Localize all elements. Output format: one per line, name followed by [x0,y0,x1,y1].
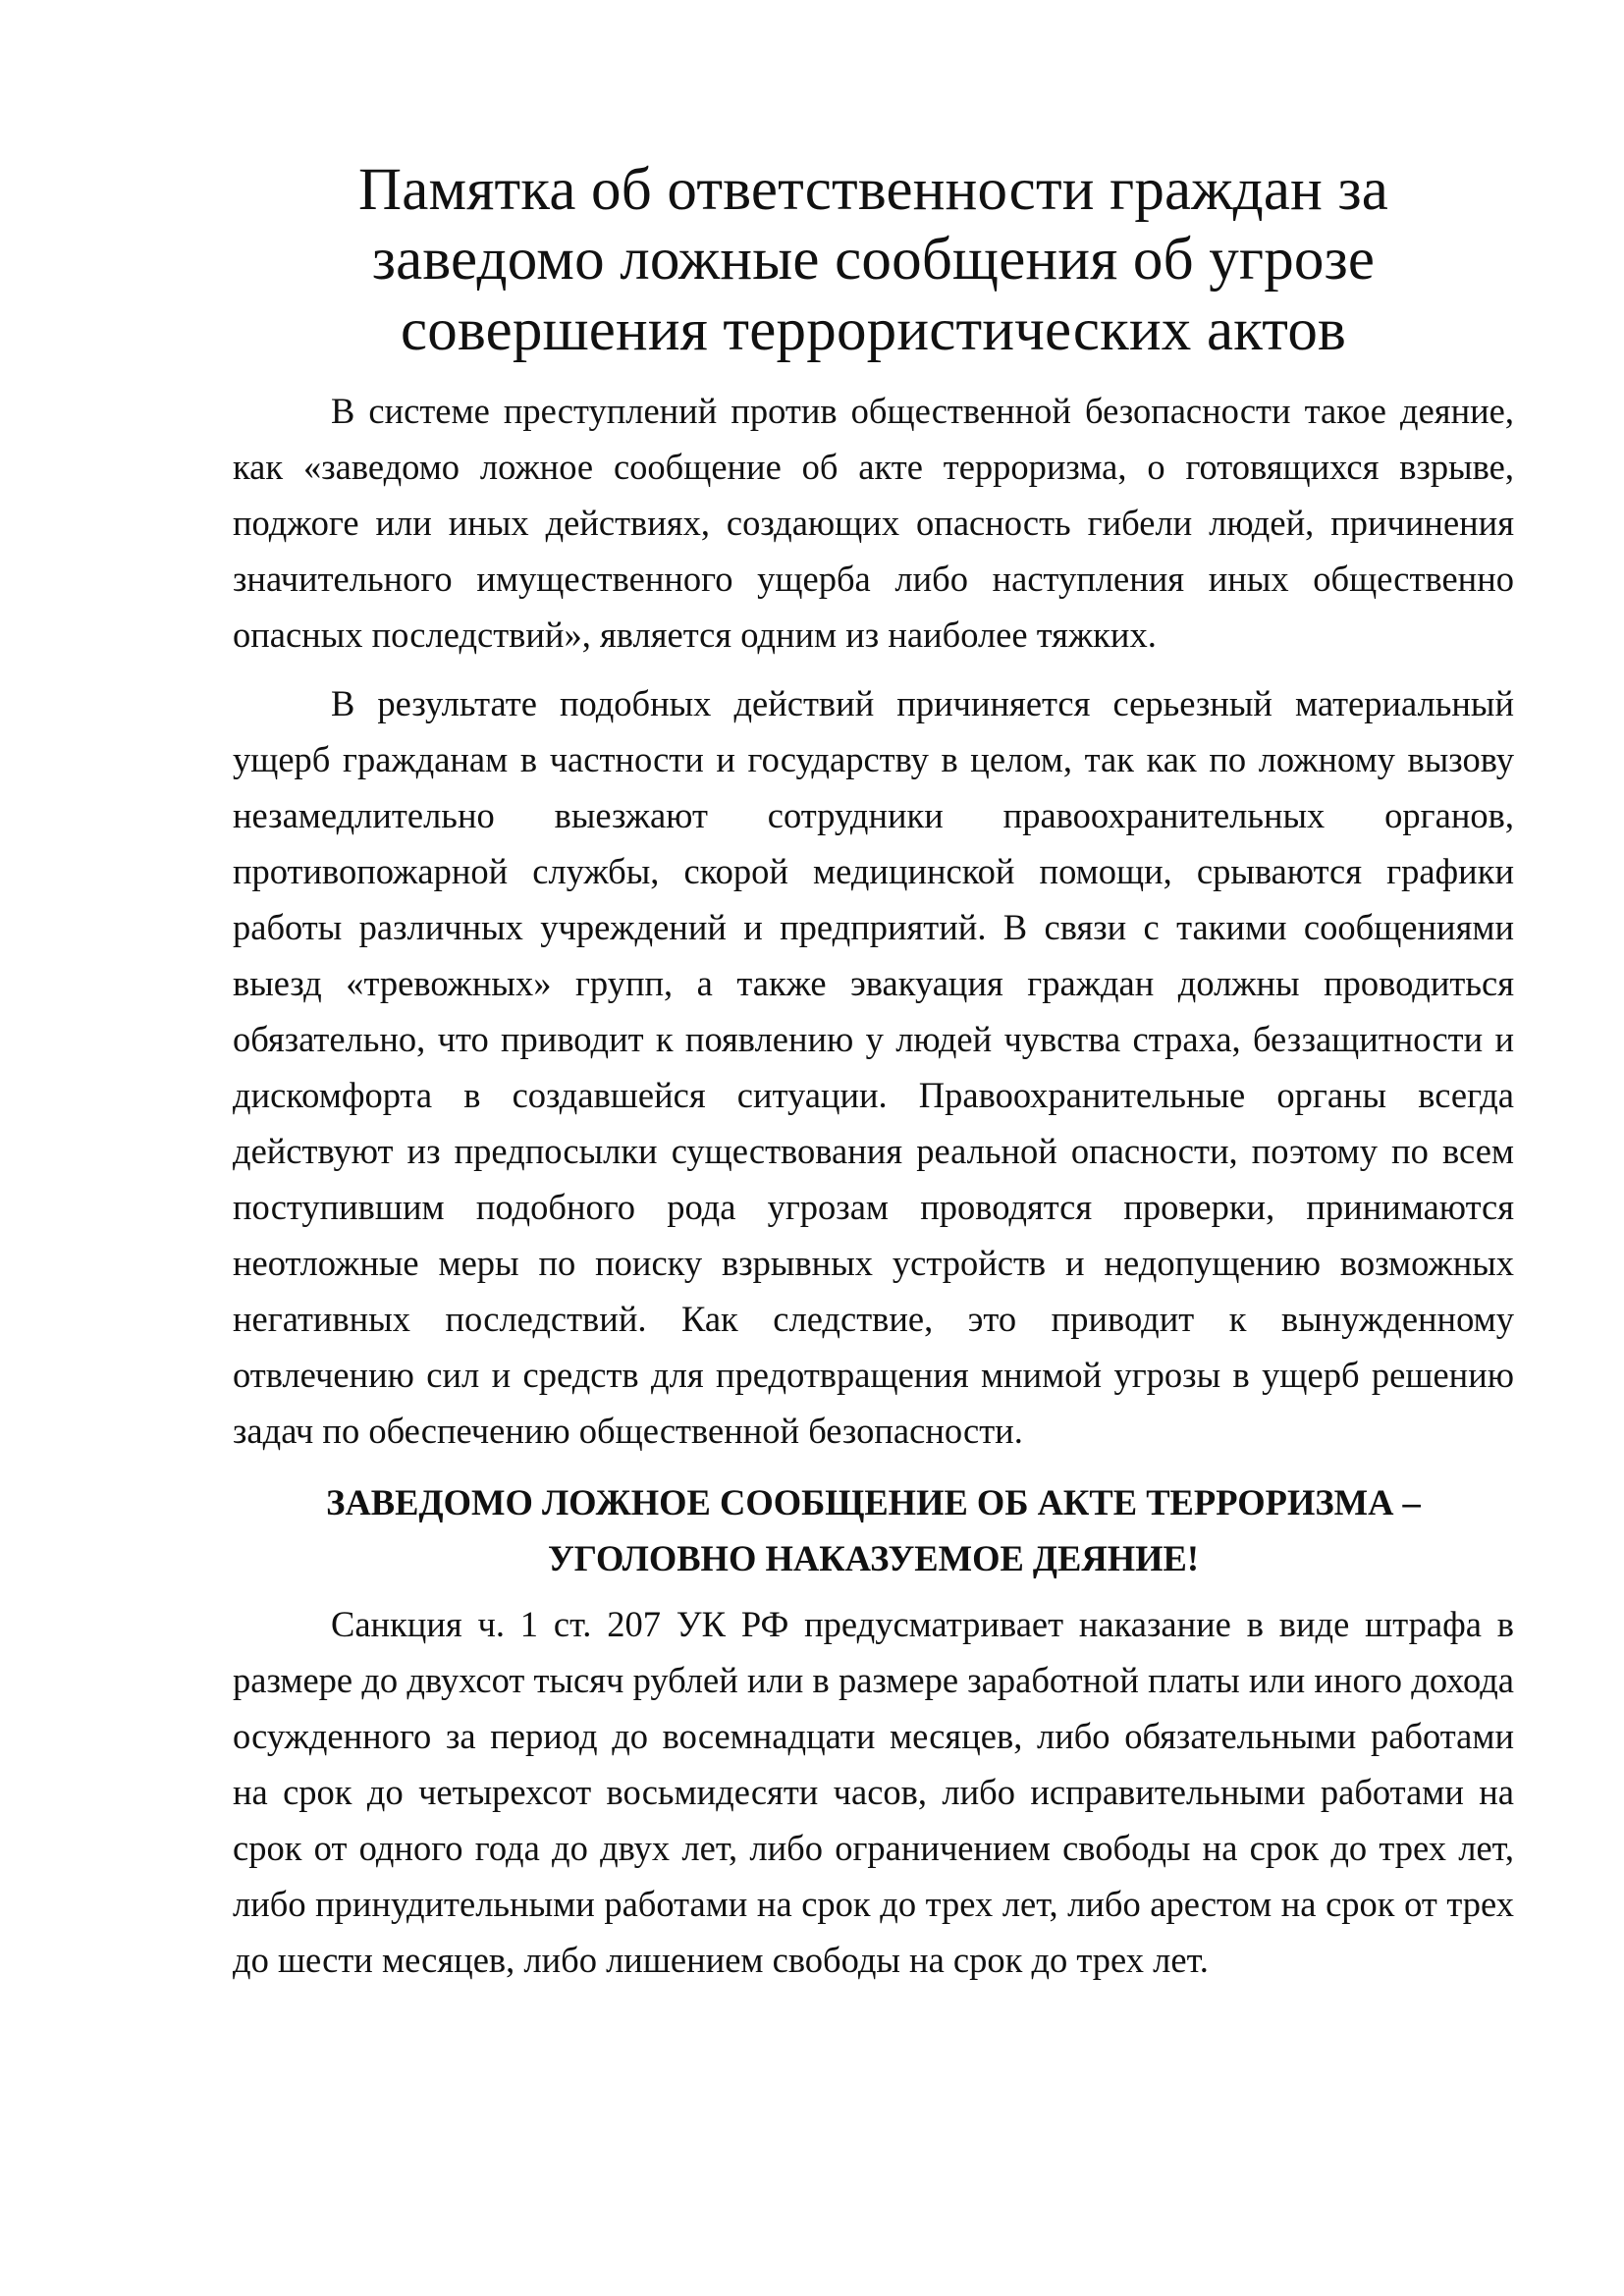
title-line: совершения террористических актов [400,296,1347,363]
paragraph-intro: В системе преступлений против общественной безопасности такое деяние, как «заведомо ложное сообщение об акте терроризма, о готовящихся взрыве, поджоге или иных действиях, создающих опасность гибели людей, причинения значительного имущественного ущерба либо наступления иных общественно опасных последствий», является одним из наиболее тяжких. [233,391,1514,656]
warning-heading [233,1474,1514,1586]
document-body [233,155,1514,1988]
title-line: заведомо ложные сообщения об угрозе [371,227,1376,294]
warning-line: ЗАВЕДОМО ЛОЖНОЕ СООБЩЕНИЕ ОБ АКТЕ ТЕРРОРИЗМА – [326,1482,1421,1523]
paragraph-consequences: В результате подобных действий причиняется серьезный материальный ущерб гражданам в частности и государству в целом, так как по ложному вызову незамедлительно выезжают сотрудники правоохранительных органов, противопожарной службы, скорой медицинской помощи, срываются графики работы различных учреждений и предприятий. В связи с такими сообщениями выезд «тревожных» групп, а также эвакуация граждан должны проводиться обязательно, что приводит к появлению у людей чувства страха, беззащитности и дискомфорта в создавшейся ситуации. Правоохранительные органы всегда действуют из предпосылки существования реальной опасности, поэтому по всем поступившим подобного рода угрозам проводятся проверки, принимаются неотложные меры по поиску взрывных устройств и недопущению возможных негативных последствий. Как следствие, это приводит к вынужденному отвлечению сил и средств для предотвращения мнимой угрозы в ущерб решению задач по обеспечению общественной безопасности. [233,683,1514,1452]
document-title [233,155,1514,365]
title-line: Памятка об ответственности граждан за [357,157,1389,223]
paragraph-sanction: Санкция ч. 1 ст. 207 УК РФ предусматривает наказание в виде штрафа в размере до двухсот тысяч рублей или в размере заработной платы или иного дохода осужденного за период до восемнадцати месяцев, либо обязательными работами на срок до четырехсот восьмидесяти часов, либо исправительными работами на срок от одного года до двух лет, либо ограничением свободы на срок до трех лет, либо принудительными работами на срок до трех лет, либо арестом на срок от трех до шести месяцев, либо лишением свободы на срок до трех лет. [233,1604,1514,1981]
warning-line: УГОЛОВНО НАКАЗУЕМОЕ ДЕЯНИЕ! [547,1538,1200,1579]
